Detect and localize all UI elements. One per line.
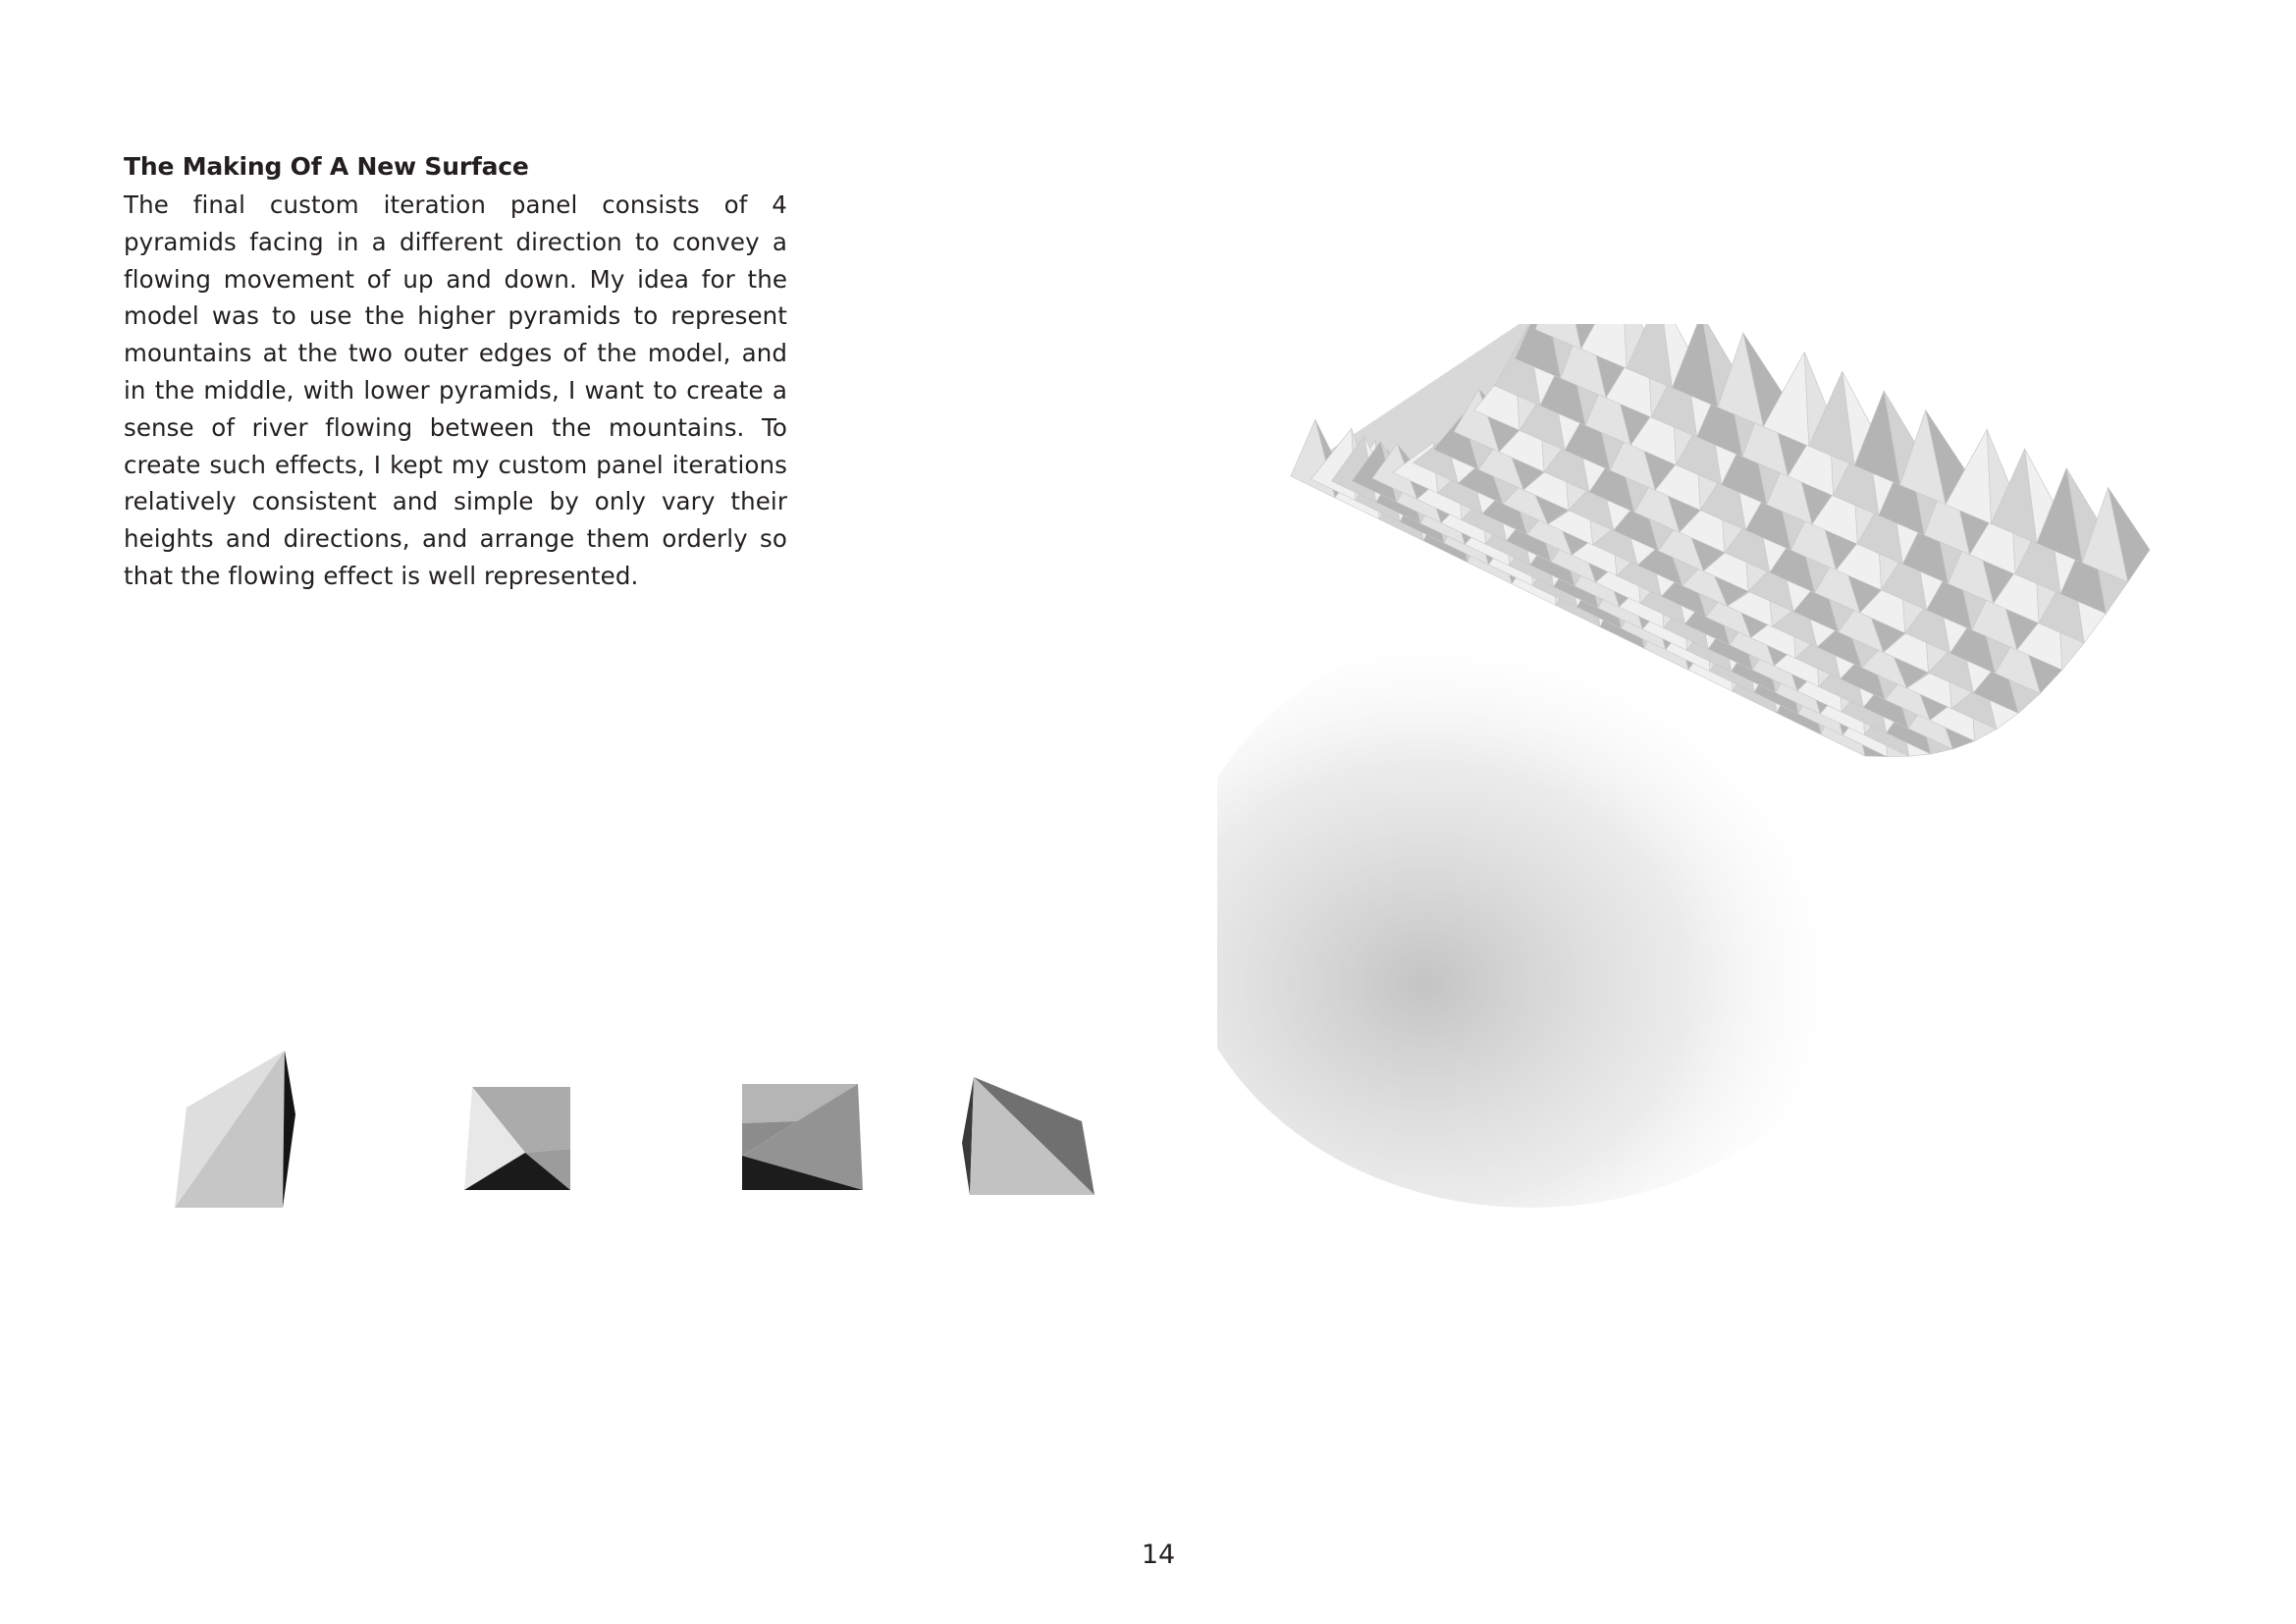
- body-paragraph: The final custom iteration panel consists of 4 pyramids facing in a different direction to convey a flowing movement of up and down. My idea for the model was to use the higher pyramids to represent mountains at the two outer edges of the model, and in the middle, with lower pyramids, I want to create a sense of river flowing between the mountains. To create such effects, I kept my custom panel iterations relatively consistent and simple by only vary their heights and directions, and arrange them orderly so that the flowing effect is well represented.: [124, 190, 787, 590]
- pyramid-icon: [740, 1082, 868, 1198]
- pyramid-icon: [464, 1082, 574, 1198]
- section-heading: The Making Of A New Surface: [124, 152, 529, 181]
- pyramid-iterations: [157, 1031, 1158, 1208]
- pyramid-surface-render: [1217, 324, 2209, 1276]
- pyramid-icon: [962, 1072, 1099, 1200]
- pyramid-icon: [175, 1046, 302, 1218]
- page-number: 14: [1141, 1540, 1176, 1570]
- text-block: [124, 149, 787, 595]
